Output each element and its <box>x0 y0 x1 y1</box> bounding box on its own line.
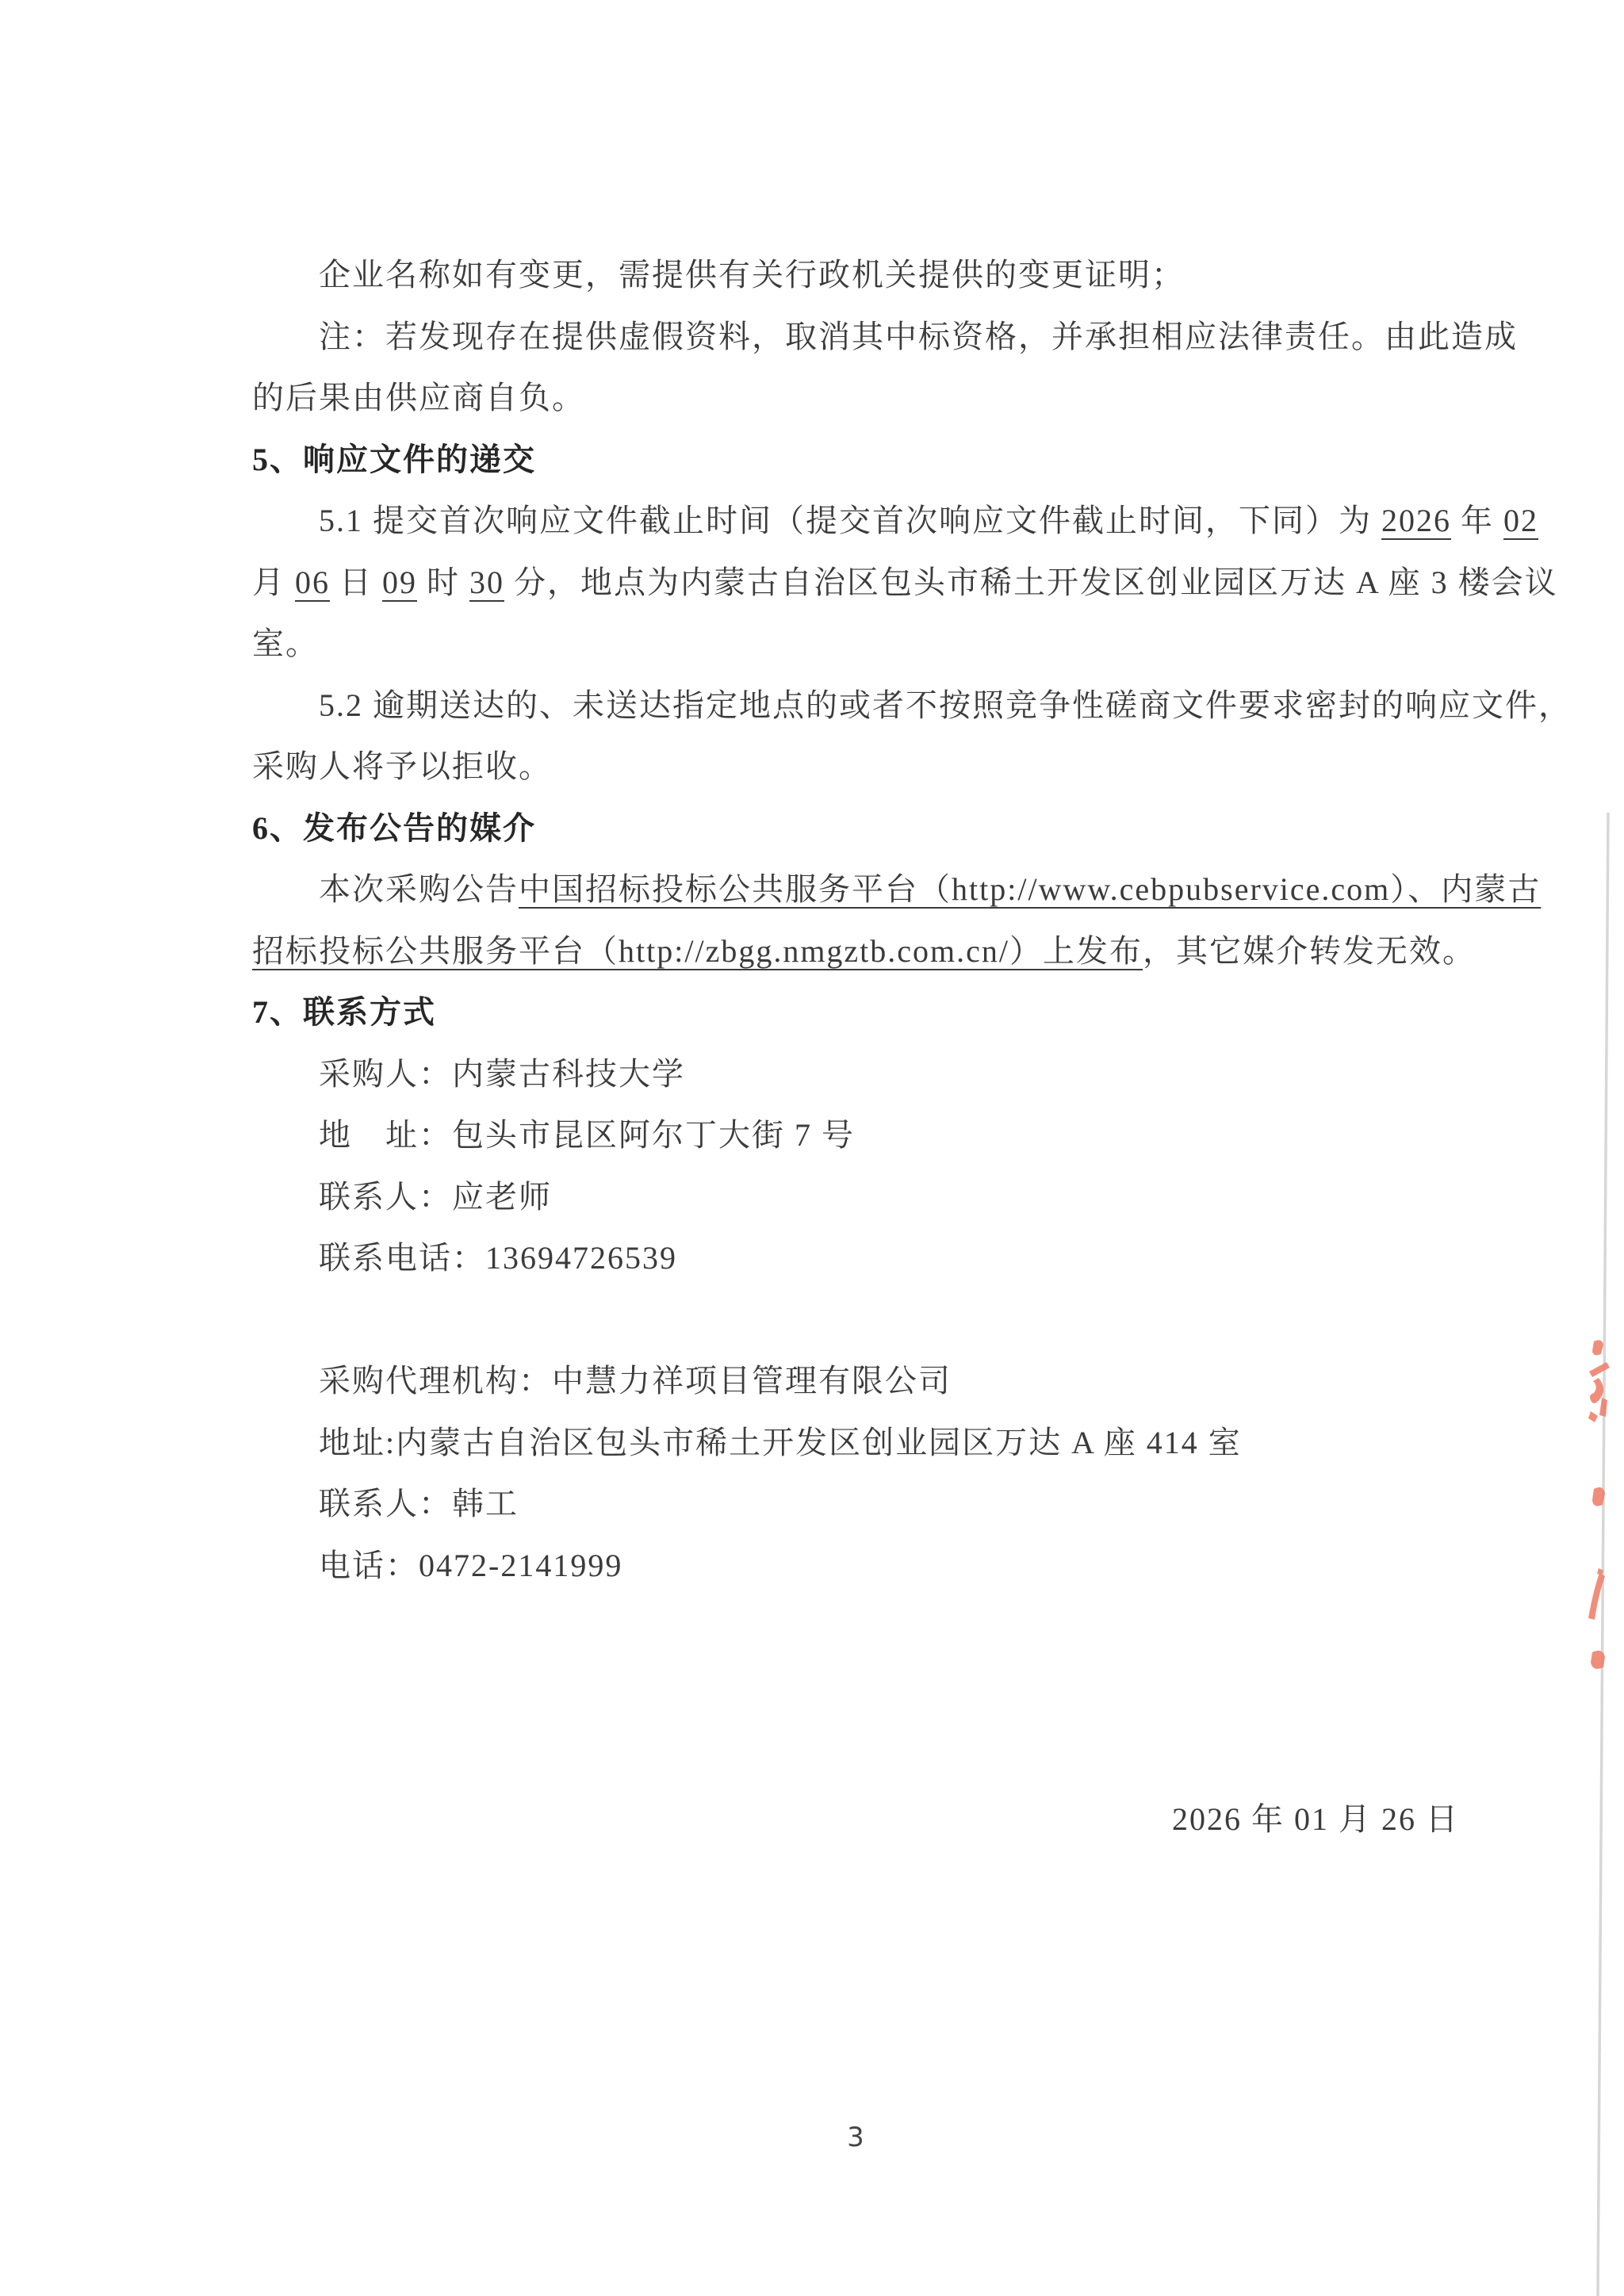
agency-phone: 电话：0472-2141999 <box>319 1547 623 1583</box>
heading-section-6-text: 6、发布公告的媒介 <box>252 809 536 846</box>
agency-address-line <box>252 1412 1459 1474</box>
stamp-fragment-icon <box>1592 1487 1605 1506</box>
stamp-fragment-icon <box>1590 1378 1603 1403</box>
heading-section-5 <box>252 429 1459 491</box>
media-intro-text: 本次采购公告 <box>319 871 519 907</box>
heading-section-7-text: 7、联系方式 <box>252 994 436 1030</box>
para-change-certificate <box>252 244 1459 306</box>
para-media-line2 <box>252 920 1477 982</box>
stamp-fragment-icon <box>1592 1340 1603 1355</box>
stamp-fragment-icon <box>1599 1398 1607 1417</box>
agency-phone-line <box>252 1535 1459 1597</box>
stamp-fragment-icon <box>1589 1362 1610 1377</box>
para-note-text-1: 注：若发现存在提供虚假资料，取消其中标资格，并承担相应法律责任。由此造成 <box>319 318 1518 354</box>
para-5-2-line2 <box>252 736 1459 798</box>
para-5-2-line1 <box>252 675 1572 737</box>
late-delivery-text-1: 5.2 逾期送达的、未送达指定地点的或者不按照竞争性磋商文件要求密封的响应文件， <box>319 687 1572 723</box>
purchaser-address-line <box>252 1104 1459 1166</box>
blank-line <box>252 1289 1459 1351</box>
deadline-hour-value: 09 <box>382 564 417 600</box>
month-label: 月 <box>252 564 295 600</box>
agency-contact-line <box>252 1473 1459 1535</box>
purchaser-phone: 联系电话：13694726539 <box>319 1240 677 1276</box>
document-body <box>252 244 1572 1850</box>
media-invalid-note: ，其它媒介转发无效。 <box>1143 932 1477 969</box>
para-5-1-line3 <box>252 613 1459 675</box>
purchaser-contact: 联系人：应老师 <box>319 1178 552 1215</box>
agency-contact: 联系人：韩工 <box>319 1486 519 1521</box>
stamp-fragment-icon <box>1588 1573 1605 1620</box>
para-5-1-line1 <box>252 490 1538 552</box>
stamp-fragments <box>1588 1340 1610 1669</box>
media-platform-national: 中国招标投标公共服务平台（http://www.cebpubservice.com）、内蒙古 <box>519 871 1542 907</box>
agency-name-line <box>252 1350 1459 1412</box>
stamp-fragment-icon <box>1591 1651 1605 1669</box>
heading-section-5-text: 5、响应文件的递交 <box>252 441 536 477</box>
deadline-intro-text: 5.1 提交首次响应文件截止时间（提交首次响应文件截止时间，下同）为 <box>319 503 1381 538</box>
scan-edge-line <box>1598 813 1608 2296</box>
para-change-certificate-text: 企业名称如有变更，需提供有关行政机关提供的变更证明； <box>319 257 1185 293</box>
purchaser-name: 采购人：内蒙古科技大学 <box>319 1055 685 1092</box>
heading-section-6 <box>252 798 1459 859</box>
deadline-location-tail: 室。 <box>252 626 319 661</box>
purchaser-address: 地 址：包头市昆区阿尔丁大街 7 号 <box>319 1117 855 1153</box>
para-note-line2 <box>252 367 1459 429</box>
media-platform-regional: 招标投标公共服务平台（http://zbgg.nmgztb.com.cn/）上发布 <box>252 932 1143 969</box>
heading-section-7 <box>252 982 1459 1043</box>
stamp-fragment-icon <box>1588 1411 1598 1422</box>
para-note-text-2: 的后果由供应商自负。 <box>252 380 585 415</box>
para-media-line1 <box>252 859 1542 920</box>
deadline-year-value: 2026 <box>1381 503 1451 538</box>
page-number: 3 <box>847 2122 864 2153</box>
stamp-fragment-icon <box>1597 1568 1603 1575</box>
para-note-line1 <box>252 306 1518 368</box>
deadline-day-value: 06 <box>295 564 330 600</box>
deadline-month-value: 02 <box>1503 503 1538 538</box>
announcement-date: 2026 年 01 月 26 日 <box>1172 1801 1459 1837</box>
purchaser-name-line <box>252 1043 1459 1105</box>
announcement-date-line <box>252 1789 1459 1850</box>
para-5-1-line2 <box>252 552 1558 614</box>
deadline-location-text: 分，地点为内蒙古自治区包头市稀土开发区创业园区万达 A 座 3 楼会议 <box>504 564 1558 600</box>
purchaser-phone-line <box>252 1227 1459 1289</box>
hour-label: 时 <box>417 564 469 600</box>
late-delivery-text-2: 采购人将予以拒收。 <box>252 748 552 784</box>
day-label: 日 <box>330 564 382 600</box>
agency-address: 地址:内蒙古自治区包头市稀土开发区创业园区万达 A 座 414 室 <box>319 1424 1242 1460</box>
year-label: 年 <box>1451 503 1503 538</box>
deadline-minute-value: 30 <box>469 564 504 600</box>
purchaser-contact-line <box>252 1166 1459 1228</box>
agency-name: 采购代理机构：中慧力祥项目管理有限公司 <box>319 1363 952 1399</box>
